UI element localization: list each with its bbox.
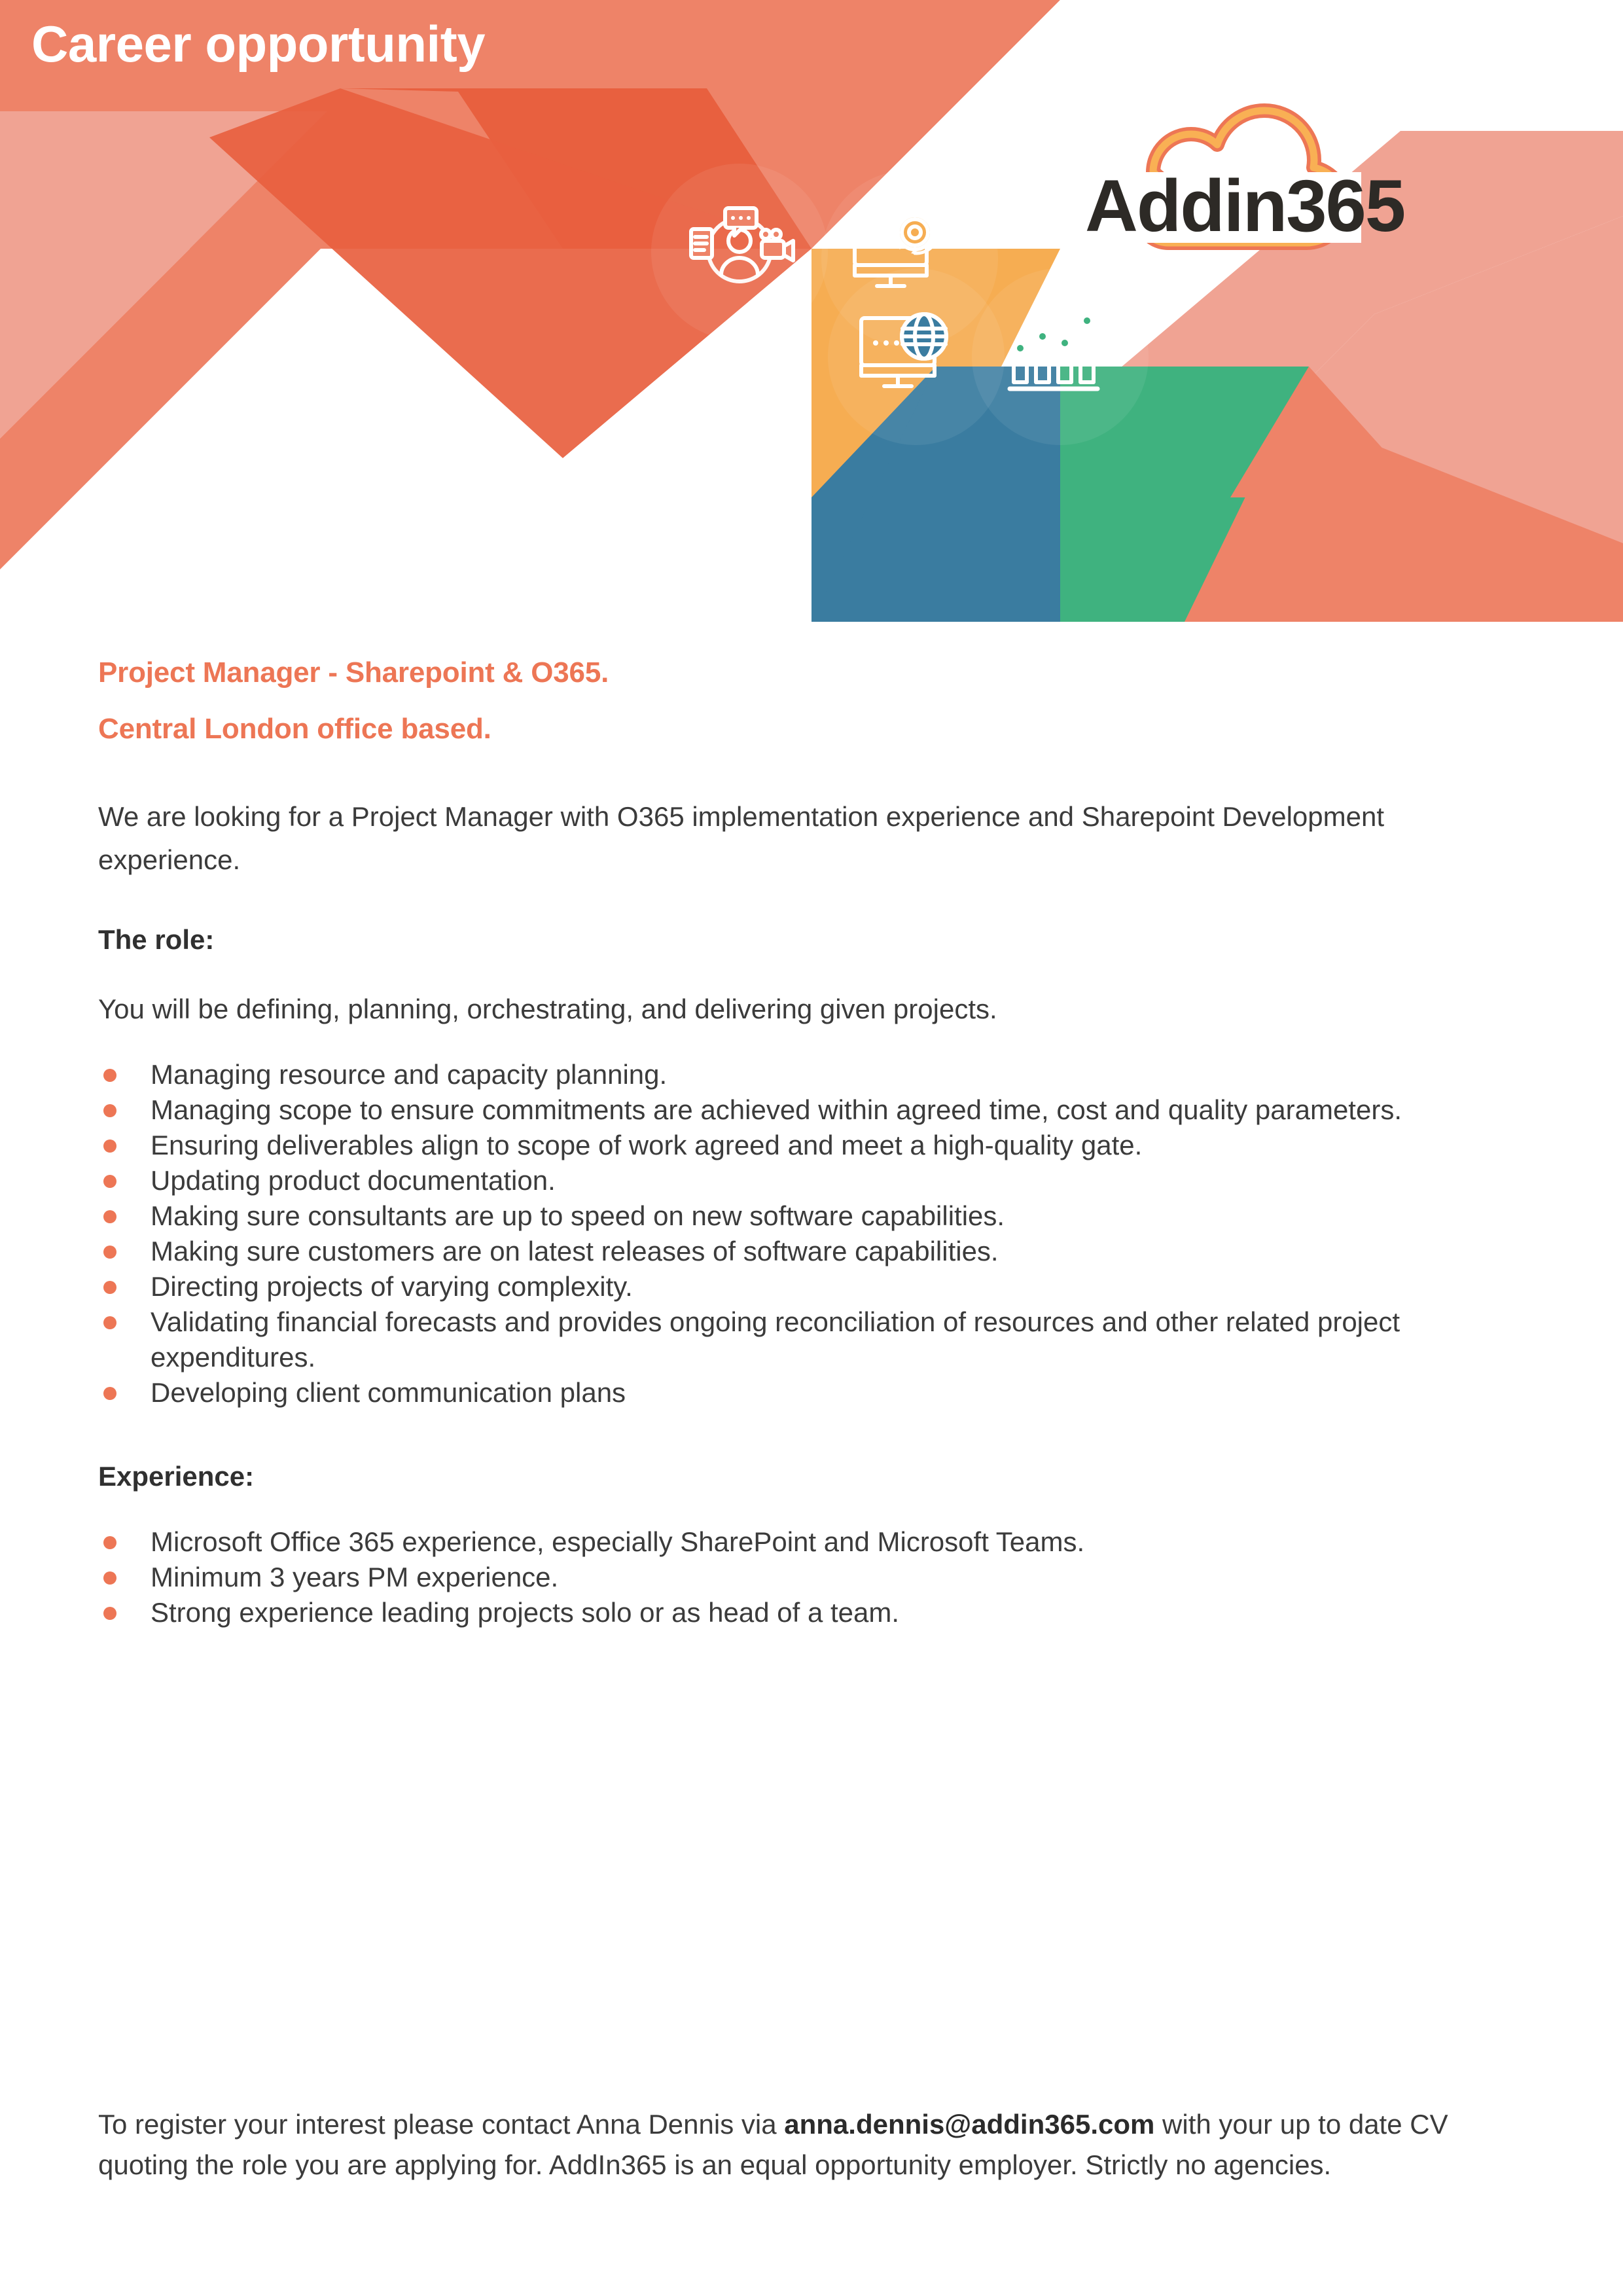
list-item-text: Managing scope to ensure commitments are achieved within agreed time, cost and quality parameters.	[151, 1094, 1402, 1125]
footer-contact-block	[98, 2104, 1499, 2185]
list-item-text: Directing projects of varying complexity.	[151, 1271, 633, 1302]
bullet-dot-icon	[103, 1139, 116, 1153]
experience-bullet-list	[98, 1524, 1525, 1630]
page-title: Career opportunity	[31, 15, 486, 73]
bullet-dot-icon	[103, 1175, 116, 1188]
list-item-text: Validating financial forecasts and provides ongoing reconciliation of resources and other related project expenditures.	[151, 1306, 1400, 1372]
addin365-logo	[1080, 95, 1446, 278]
section-heading-experience: Experience:	[98, 1461, 255, 1492]
list-item-text: Strong experience leading projects solo or as head of a team.	[151, 1597, 900, 1628]
bullet-dot-icon	[103, 1281, 116, 1294]
list-item-text: Managing resource and capacity planning.	[151, 1059, 668, 1090]
job-title-line-2: Central London office based.	[98, 713, 491, 745]
list-item	[98, 1524, 1525, 1560]
bullet-dot-icon	[103, 1246, 116, 1259]
job-intro-paragraph: We are looking for a Project Manager with O365 implementation experience and Sharepoint Development experience.	[98, 801, 1384, 875]
list-item	[98, 1163, 1525, 1198]
footer-text-before-email: To register your interest please contact Anna Dennis via	[98, 2109, 785, 2140]
list-item-text: Making sure consultants are up to speed on new software capabilities.	[151, 1200, 1005, 1231]
logo-wordmark: Addin365	[1085, 165, 1405, 247]
list-item	[98, 1128, 1525, 1163]
list-item	[98, 1092, 1525, 1128]
list-item-text: Microsoft Office 365 experience, especially SharePoint and Microsoft Teams.	[151, 1526, 1085, 1557]
list-item	[98, 1595, 1525, 1630]
footer-text-after-email: with your up to date CV quoting the role you are applying for. AddIn365 is an equal opportunity employer. Strictly no agencies.	[98, 2109, 1448, 2180]
bullet-dot-icon	[103, 1607, 116, 1620]
contact-email[interactable]: anna.dennis@addin365.com	[784, 2109, 1155, 2140]
list-item-text: Ensuring deliverables align to scope of work agreed and meet a high-quality gate.	[151, 1130, 1143, 1160]
header-geometric-artwork	[0, 0, 1623, 622]
list-item	[98, 1198, 1525, 1234]
bullet-dot-icon	[103, 1536, 116, 1549]
list-item-text: Updating product documentation.	[151, 1165, 556, 1196]
list-item	[98, 1269, 1525, 1304]
list-item-text: Making sure customers are on latest releases of software capabilities.	[151, 1236, 999, 1266]
role-intro-paragraph: You will be defining, planning, orchestrating, and delivering given projects.	[98, 994, 997, 1024]
job-posting-content	[98, 645, 1525, 1630]
bullet-dot-icon	[103, 1104, 116, 1117]
list-item	[98, 1375, 1525, 1410]
list-item-text: Minimum 3 years PM experience.	[151, 1562, 559, 1592]
bullet-dot-icon	[103, 1571, 116, 1585]
role-bullet-list	[98, 1057, 1525, 1410]
bullet-dot-icon	[103, 1387, 116, 1400]
job-title-line-1: Project Manager - Sharepoint & O365.	[98, 656, 609, 689]
section-heading-role: The role:	[98, 924, 215, 955]
list-item	[98, 1057, 1525, 1092]
header-banner	[0, 0, 1623, 622]
list-item	[98, 1560, 1525, 1595]
bullet-dot-icon	[103, 1316, 116, 1329]
list-item	[98, 1304, 1525, 1375]
footer-text	[98, 2104, 1499, 2185]
bullet-dot-icon	[103, 1069, 116, 1082]
bullet-dot-icon	[103, 1210, 116, 1223]
list-item	[98, 1234, 1525, 1269]
list-item-text: Developing client communication plans	[151, 1377, 626, 1408]
